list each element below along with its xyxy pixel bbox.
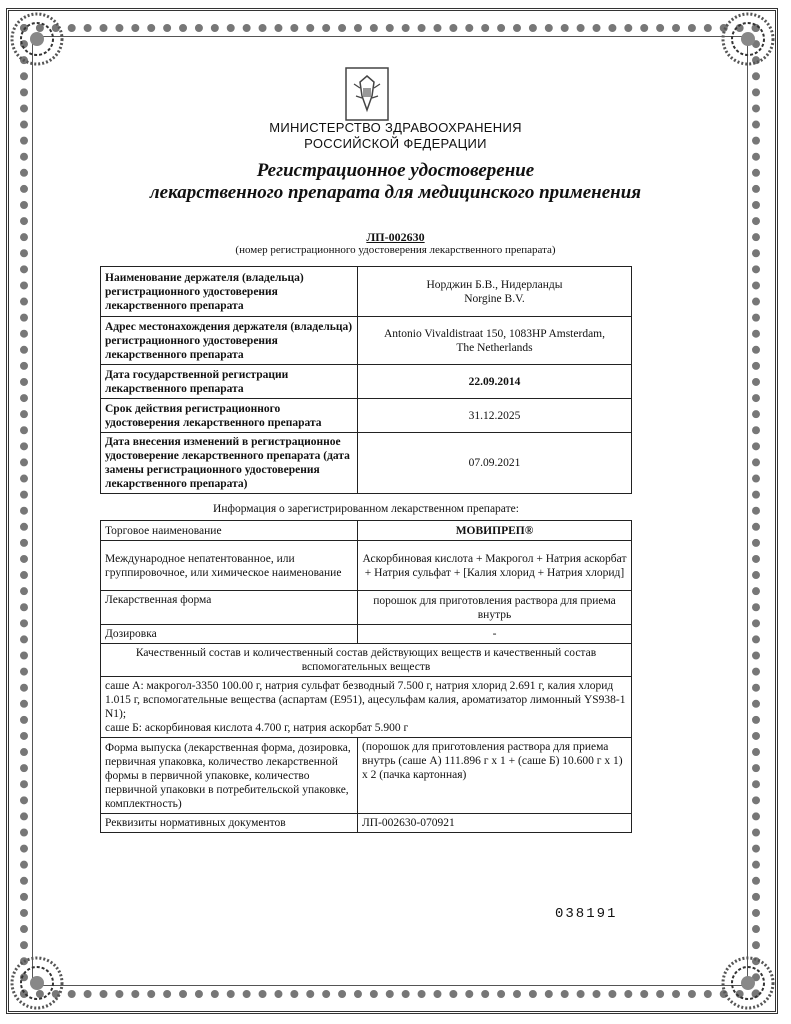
dosage-form-label: Лекарственная форма [101, 591, 358, 625]
dosage-form-value: порошок для приготовления раствора для приема внутрь [358, 591, 632, 625]
registration-date-label: Дата государственной регистрации лекарственного препарата [101, 365, 358, 399]
registration-date-value: 22.09.2014 [358, 365, 632, 399]
title-line-2: лекарственного препарата для медицинского применения [149, 182, 642, 203]
table-row [101, 317, 632, 365]
holder-name-value [358, 267, 632, 317]
table-row [101, 365, 632, 399]
composition-text [101, 677, 632, 738]
table-row [101, 644, 632, 677]
dosage-value: - [358, 625, 632, 644]
inn-label: Международное непатентованное, или группировочное, или химическое наименование [101, 541, 358, 591]
holder-info-table [100, 266, 632, 494]
holder-address-value-text: Antonio Vivaldistraat 150, 1083HP Amsterdam, The Netherlands [384, 327, 605, 354]
corner-ornament-icon [8, 10, 66, 68]
holder-address-value [358, 317, 632, 365]
corner-ornament-icon [719, 10, 777, 68]
trade-name-value: МОВИПРЕП® [358, 521, 632, 541]
corner-ornament-icon [8, 954, 66, 1012]
table-row [101, 738, 632, 814]
title-line-1: Регистрационное удостоверение [256, 160, 535, 181]
table-row [101, 399, 632, 433]
normative-docs-value: ЛП-002630-070921 [358, 814, 632, 833]
trade-name-label: Торговое наименование [101, 521, 358, 541]
composition-heading: Качественный состав и количественный состав действующих веществ и качественный состав вспомогательных веществ [101, 644, 632, 677]
normative-docs-label: Реквизиты нормативных документов [101, 814, 358, 833]
inn-value: Аскорбиновая кислота + Макрогол + Натрия аскорбат + Натрия сульфат + [Калия хлорид + Натрия хлорид] [358, 541, 632, 591]
table-row [101, 433, 632, 494]
amendment-date-label: Дата внесения изменений в регистрационное удостоверение лекарственного препарата (дата замены регистрационного удостоверения лекарственного препарата) [101, 433, 358, 494]
coat-of-arms-icon [344, 66, 390, 122]
ministry-line-2: РОССИЙСКОЙ ФЕДЕРАЦИИ [304, 136, 487, 151]
dosage-label: Дозировка [101, 625, 358, 644]
drug-info-table [100, 520, 632, 833]
table-row [101, 267, 632, 317]
ministry-line-1: МИНИСТЕРСТВО ЗДРАВООХРАНЕНИЯ [269, 120, 522, 135]
table-row [101, 591, 632, 625]
table-row [101, 521, 632, 541]
table-row [101, 677, 632, 738]
drug-info-heading: Информация о зарегистрированном лекарственном препарате: [213, 503, 519, 515]
validity-label: Срок действия регистрационного удостоверения лекарственного препарата [101, 399, 358, 433]
document-title [0, 160, 791, 204]
table-row [101, 814, 632, 833]
table-row [101, 541, 632, 591]
holder-name-value-text: Норджин Б.В., Нидерланды Norgine B.V. [426, 278, 563, 305]
holder-name-label: Наименование держателя (владельца) регистрационного удостоверения лекарственного препарата [101, 267, 358, 317]
holder-address-label: Адрес местонахождения держателя (владельца) регистрационного удостоверения лекарственного препарата [101, 317, 358, 365]
registration-number-caption: (номер регистрационного удостоверения лекарственного препарата) [235, 244, 556, 256]
registration-number: ЛП-002630 [366, 230, 425, 244]
ministry-name [0, 120, 791, 152]
table-row [101, 625, 632, 644]
packaging-value: (порошок для приготовления раствора для приема внутрь (саше А) 111.896 г x 1 + (саше Б) 10.600 г x 1) x 2 (пачка картонная) [358, 738, 632, 814]
composition-text-body: саше А: макрогол-3350 100.00 г, натрия сульфат безводный 7.500 г, натрия хлорид 2.691 г, калия хлорид 1.015 г, вспомогательные вещества (аспартам (Е951), ацесульфам калия, ароматизатор лимонный YS938-1 N1); саше Б: аскорбиновая кислота 4.700 г, натрия аскорбат 5.900 г [105, 680, 626, 734]
amendment-date-value: 07.09.2021 [358, 433, 632, 494]
validity-value: 31.12.2025 [358, 399, 632, 433]
packaging-label: Форма выпуска (лекарственная форма, дозировка, первичная упаковка, количество лекарственной формы в первичной упаковке, количество первичной упаковки в потребительской упаковке, комплектность) [101, 738, 358, 814]
document-serial-number: 038191 [555, 906, 618, 922]
corner-ornament-icon [719, 954, 777, 1012]
